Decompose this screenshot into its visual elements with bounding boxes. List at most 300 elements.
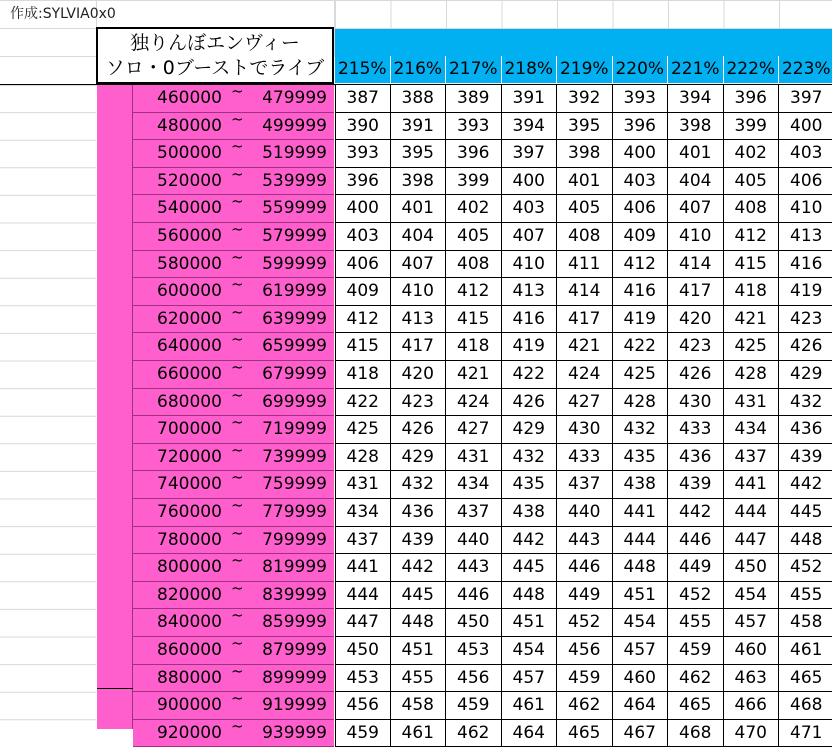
range-lower-bound: 880000: [157, 667, 222, 688]
score-value-cell[interactable]: 459: [335, 720, 391, 747]
score-value-cell[interactable]: 404: [391, 223, 447, 251]
score-value-cell[interactable]: 436: [779, 416, 832, 444]
score-value-cell[interactable]: 449: [557, 582, 613, 610]
score-value-cell[interactable]: 391: [391, 113, 447, 141]
song-title: 独りんぼエンヴィー: [130, 32, 300, 54]
score-value-cell[interactable]: 446: [446, 582, 502, 610]
score-value-cell[interactable]: 449: [668, 554, 724, 582]
score-value-cell[interactable]: 461: [779, 637, 832, 665]
score-value-cell[interactable]: 437: [724, 444, 780, 472]
score-value-cell[interactable]: 463: [724, 665, 780, 693]
score-value-cell[interactable]: 470: [724, 720, 780, 747]
score-value-cell[interactable]: 441: [613, 499, 669, 527]
score-value-cell[interactable]: 410: [668, 223, 724, 251]
score-value-cell[interactable]: 435: [502, 471, 558, 499]
score-value-cell[interactable]: 413: [502, 278, 558, 306]
score-value-cell[interactable]: 450: [335, 637, 391, 665]
score-value-cell[interactable]: 459: [557, 665, 613, 693]
range-upper-bound: 759999: [262, 474, 327, 495]
score-value-cell[interactable]: 442: [668, 499, 724, 527]
range-tilde: ~: [231, 661, 244, 680]
score-value-cell[interactable]: 430: [557, 416, 613, 444]
score-range-cell[interactable]: [133, 385, 334, 417]
score-value-cell[interactable]: 389: [446, 85, 502, 113]
score-value-cell[interactable]: 403: [335, 223, 391, 251]
score-value-cell[interactable]: 400: [613, 140, 669, 168]
score-value-cell[interactable]: 400: [502, 168, 558, 196]
score-value-cell[interactable]: 396: [613, 113, 669, 141]
score-value-cell[interactable]: 468: [668, 720, 724, 747]
score-value-cell[interactable]: 431: [335, 471, 391, 499]
range-lower-bound: 800000: [157, 557, 222, 578]
range-upper-bound: 679999: [262, 364, 327, 384]
range-tilde: ~: [231, 716, 244, 735]
score-range-cell[interactable]: [133, 220, 334, 251]
score-value-cell[interactable]: 466: [724, 692, 780, 720]
score-value-cell[interactable]: 446: [557, 554, 613, 582]
score-value-cell[interactable]: 436: [668, 444, 724, 472]
score-value-cell[interactable]: 421: [557, 333, 613, 361]
score-value-cell[interactable]: 467: [613, 720, 669, 747]
score-value-cell[interactable]: 431: [724, 389, 780, 417]
score-value-cell[interactable]: 434: [335, 499, 391, 527]
range-upper-bound: 639999: [262, 308, 327, 329]
score-value-cell[interactable]: 448: [779, 527, 832, 555]
score-value-cell[interactable]: 415: [335, 333, 391, 361]
score-value-cell[interactable]: 448: [502, 582, 558, 610]
percent-header-cell[interactable]: 215%: [335, 56, 391, 83]
range-tilde: ~: [231, 551, 244, 570]
score-value-cell[interactable]: 454: [613, 609, 669, 637]
score-value-cell[interactable]: 408: [446, 251, 502, 279]
score-value-cell[interactable]: 413: [391, 306, 447, 334]
range-upper-bound: 739999: [262, 446, 327, 467]
score-value-cell[interactable]: 395: [391, 140, 447, 168]
score-value-cell[interactable]: 419: [779, 278, 832, 306]
score-value-cell[interactable]: 421: [724, 306, 780, 334]
score-value-cell[interactable]: 402: [724, 140, 780, 168]
score-value-cell[interactable]: 407: [502, 223, 558, 251]
score-range-cell[interactable]: [133, 689, 334, 720]
range-tilde: ~: [231, 606, 244, 625]
score-range-cell[interactable]: [133, 247, 334, 279]
song-title-cell[interactable]: [96, 27, 334, 84]
score-value-cell[interactable]: 433: [557, 444, 613, 472]
score-value-cell[interactable]: 412: [613, 251, 669, 279]
score-value-cell[interactable]: 465: [668, 692, 724, 720]
score-value-cell[interactable]: 417: [668, 278, 724, 306]
range-upper-bound: 719999: [262, 419, 327, 440]
score-value-cell[interactable]: 434: [724, 416, 780, 444]
score-value-cell[interactable]: 415: [446, 306, 502, 334]
score-value-cell[interactable]: 406: [613, 195, 669, 223]
score-value-cell[interactable]: 444: [613, 527, 669, 555]
score-value-cell[interactable]: 452: [557, 609, 613, 637]
score-value-cell[interactable]: 465: [779, 665, 832, 693]
score-value-cell[interactable]: 438: [613, 471, 669, 499]
score-value-cell[interactable]: 396: [446, 140, 502, 168]
score-value-cell[interactable]: 462: [446, 720, 502, 747]
range-tilde: ~: [231, 192, 244, 211]
score-value-cell[interactable]: 418: [446, 333, 502, 361]
score-value-cell[interactable]: 445: [391, 582, 447, 610]
score-value-cell[interactable]: 445: [502, 554, 558, 582]
score-value-cell[interactable]: 456: [557, 637, 613, 665]
score-value-cell[interactable]: 461: [502, 692, 558, 720]
score-value-cell[interactable]: 428: [335, 444, 391, 472]
score-range-group-strip: [97, 85, 133, 729]
score-value-cell[interactable]: 393: [613, 85, 669, 113]
score-value-cell[interactable]: 412: [446, 278, 502, 306]
score-value-cell[interactable]: 387: [335, 85, 391, 113]
score-value-cell[interactable]: 424: [557, 361, 613, 389]
range-upper-bound: 519999: [262, 143, 327, 164]
score-value-cell[interactable]: 450: [446, 609, 502, 637]
range-upper-bound: 939999: [262, 722, 327, 743]
score-value-cell[interactable]: 433: [668, 416, 724, 444]
score-value-cell[interactable]: 391: [502, 85, 558, 113]
score-value-cell[interactable]: 408: [724, 195, 780, 223]
score-value-cell[interactable]: 419: [502, 333, 558, 361]
range-lower-bound: 920000: [157, 722, 222, 743]
score-value-cell[interactable]: 428: [724, 361, 780, 389]
score-range-cell[interactable]: [133, 137, 334, 168]
score-value-cell[interactable]: 409: [335, 278, 391, 306]
percent-header-cell[interactable]: 221%: [668, 56, 724, 83]
range-lower-bound: 840000: [157, 612, 222, 633]
range-lower-bound: 740000: [157, 474, 222, 495]
score-value-cell[interactable]: 426: [502, 389, 558, 417]
score-range-cell[interactable]: [133, 661, 334, 693]
score-value-cell[interactable]: 427: [446, 416, 502, 444]
score-value-cell[interactable]: 455: [668, 609, 724, 637]
score-range-cell[interactable]: [133, 440, 334, 472]
score-value-cell[interactable]: 442: [779, 471, 832, 499]
score-value-cell[interactable]: 447: [724, 527, 780, 555]
score-value-cell[interactable]: 401: [668, 140, 724, 168]
score-value-cell[interactable]: 413: [779, 223, 832, 251]
score-value-cell[interactable]: 459: [446, 692, 502, 720]
score-value-cell[interactable]: 406: [335, 251, 391, 279]
score-value-cell[interactable]: 443: [446, 554, 502, 582]
score-range-cell[interactable]: [133, 578, 334, 610]
score-value-cell[interactable]: 461: [391, 720, 447, 747]
range-tilde: ~: [231, 523, 244, 542]
range-tilde: ~: [231, 164, 244, 183]
score-value-cell[interactable]: 420: [668, 306, 724, 334]
score-value-cell[interactable]: 432: [391, 471, 447, 499]
percent-header-cell[interactable]: 220%: [613, 56, 669, 83]
score-value-cell[interactable]: 399: [446, 168, 502, 196]
score-range-cell[interactable]: [133, 275, 334, 306]
score-value-cell[interactable]: 423: [391, 389, 447, 417]
percent-header-cell[interactable]: 222%: [724, 56, 780, 83]
score-value-cell[interactable]: 416: [502, 306, 558, 334]
percent-header-cell[interactable]: 217%: [446, 56, 502, 83]
score-range-cell[interactable]: [133, 606, 334, 637]
score-value-cell[interactable]: 403: [502, 195, 558, 223]
score-value-cell[interactable]: 439: [391, 527, 447, 555]
score-value-cell[interactable]: 431: [446, 444, 502, 472]
score-range-cell[interactable]: [133, 523, 334, 555]
score-value-cell[interactable]: 416: [613, 278, 669, 306]
score-value-cell[interactable]: 398: [391, 168, 447, 196]
score-value-cell[interactable]: 400: [779, 113, 832, 141]
range-upper-bound: 879999: [262, 640, 327, 660]
score-value-cell[interactable]: 401: [557, 168, 613, 196]
score-value-cell[interactable]: 432: [779, 389, 832, 417]
score-value-cell[interactable]: 415: [724, 251, 780, 279]
score-value-cell[interactable]: 423: [779, 306, 832, 334]
score-range-cell[interactable]: [133, 634, 334, 665]
score-value-cell[interactable]: 405: [446, 223, 502, 251]
author-credit: 作成:SYLVIA0x0: [10, 6, 116, 22]
score-value-cell[interactable]: 457: [502, 665, 558, 693]
score-value-cell[interactable]: 426: [779, 333, 832, 361]
score-value-cell[interactable]: 407: [391, 251, 447, 279]
score-range-cell[interactable]: [133, 82, 334, 113]
score-value-cell[interactable]: 458: [779, 609, 832, 637]
score-value-cell[interactable]: 437: [557, 471, 613, 499]
score-value-cell[interactable]: 455: [779, 582, 832, 610]
score-value-cell[interactable]: 441: [335, 554, 391, 582]
score-value-cell[interactable]: 420: [391, 361, 447, 389]
score-value-cell[interactable]: 464: [502, 720, 558, 747]
range-tilde: ~: [231, 275, 244, 294]
range-tilde: ~: [231, 634, 244, 652]
score-value-cell[interactable]: 423: [668, 333, 724, 361]
score-value-cell[interactable]: 426: [391, 416, 447, 444]
score-value-cell[interactable]: 464: [613, 692, 669, 720]
score-value-cell[interactable]: 426: [668, 361, 724, 389]
score-range-cell[interactable]: [133, 551, 334, 582]
score-value-cell[interactable]: 402: [446, 195, 502, 223]
score-value-cell[interactable]: 429: [779, 361, 832, 389]
score-value-cell[interactable]: 417: [391, 333, 447, 361]
score-value-cell[interactable]: 452: [668, 582, 724, 610]
score-value-cell[interactable]: 442: [502, 527, 558, 555]
score-value-cell[interactable]: 417: [557, 306, 613, 334]
score-value-cell[interactable]: 425: [724, 333, 780, 361]
score-value-cell[interactable]: 409: [613, 223, 669, 251]
score-value-cell[interactable]: 437: [335, 527, 391, 555]
score-value-cell[interactable]: 429: [502, 416, 558, 444]
score-value-cell[interactable]: 398: [557, 140, 613, 168]
range-lower-bound: 600000: [157, 281, 222, 302]
score-value-cell[interactable]: 462: [557, 692, 613, 720]
score-value-cell[interactable]: 444: [724, 499, 780, 527]
score-value-cell[interactable]: 457: [724, 609, 780, 637]
score-value-cell[interactable]: 422: [613, 333, 669, 361]
range-tilde: ~: [231, 385, 244, 404]
score-value-cell[interactable]: 451: [502, 609, 558, 637]
score-range-cell[interactable]: [133, 358, 334, 389]
score-value-cell[interactable]: 443: [557, 527, 613, 555]
range-upper-bound: 659999: [262, 336, 327, 357]
score-value-cell[interactable]: 427: [557, 389, 613, 417]
score-value-cell[interactable]: 393: [335, 140, 391, 168]
range-tilde: ~: [231, 109, 244, 128]
score-value-cell[interactable]: 397: [502, 140, 558, 168]
score-value-cell[interactable]: 462: [668, 665, 724, 693]
score-value-cell[interactable]: 428: [613, 389, 669, 417]
score-value-cell[interactable]: 412: [724, 223, 780, 251]
score-value-cell[interactable]: 454: [724, 582, 780, 610]
range-lower-bound: 460000: [157, 88, 222, 108]
score-value-cell[interactable]: 395: [557, 113, 613, 141]
range-upper-bound: 539999: [262, 170, 327, 191]
range-lower-bound: 480000: [157, 115, 222, 136]
score-value-cell[interactable]: 440: [557, 499, 613, 527]
group-divider: [97, 688, 133, 689]
score-range-cell[interactable]: [133, 496, 334, 527]
range-lower-bound: 760000: [157, 502, 222, 522]
score-value-cell[interactable]: 471: [779, 720, 832, 747]
score-value-cell[interactable]: 459: [668, 637, 724, 665]
score-value-cell[interactable]: 453: [335, 665, 391, 693]
score-value-cell[interactable]: 422: [335, 389, 391, 417]
range-tilde: ~: [231, 82, 244, 100]
score-value-cell[interactable]: 390: [335, 113, 391, 141]
score-value-cell[interactable]: 424: [446, 389, 502, 417]
score-value-cell[interactable]: 422: [502, 361, 558, 389]
score-value-cell[interactable]: 408: [557, 223, 613, 251]
score-value-cell[interactable]: 455: [391, 665, 447, 693]
score-value-cell[interactable]: 404: [668, 168, 724, 196]
score-value-cell[interactable]: 418: [724, 278, 780, 306]
score-value-cell[interactable]: 425: [613, 361, 669, 389]
score-value-cell[interactable]: 436: [391, 499, 447, 527]
score-value-cell[interactable]: 403: [779, 140, 832, 168]
score-value-cell[interactable]: 448: [391, 609, 447, 637]
range-upper-bound: 499999: [262, 115, 327, 136]
score-value-cell[interactable]: 450: [724, 554, 780, 582]
score-value-cell[interactable]: 434: [446, 471, 502, 499]
percent-header-cell[interactable]: 218%: [502, 56, 558, 83]
score-range-cell[interactable]: [133, 109, 334, 141]
score-value-cell[interactable]: 412: [335, 306, 391, 334]
score-value-cell[interactable]: 414: [557, 278, 613, 306]
score-value-cell[interactable]: 388: [391, 85, 447, 113]
score-value-cell[interactable]: 393: [446, 113, 502, 141]
range-tilde: ~: [231, 468, 244, 487]
score-value-cell[interactable]: 399: [724, 113, 780, 141]
score-value-cell[interactable]: 406: [779, 168, 832, 196]
score-value-cell[interactable]: 419: [613, 306, 669, 334]
score-value-cell[interactable]: 446: [668, 527, 724, 555]
score-value-cell[interactable]: 416: [779, 251, 832, 279]
score-value-cell[interactable]: 411: [557, 251, 613, 279]
score-value-cell[interactable]: 403: [613, 168, 669, 196]
score-value-cell[interactable]: 444: [335, 582, 391, 610]
score-range-cell[interactable]: [133, 413, 334, 444]
score-value-cell[interactable]: 396: [335, 168, 391, 196]
score-range-cell[interactable]: [133, 192, 334, 223]
score-value-cell[interactable]: 410: [391, 278, 447, 306]
score-value-cell[interactable]: 451: [391, 637, 447, 665]
score-value-cell[interactable]: 410: [502, 251, 558, 279]
score-value-cell[interactable]: 465: [557, 720, 613, 747]
score-range-cell[interactable]: [133, 164, 334, 196]
score-value-cell[interactable]: 438: [502, 499, 558, 527]
score-value-cell[interactable]: 454: [502, 637, 558, 665]
score-value-cell[interactable]: 452: [779, 554, 832, 582]
score-value-cell[interactable]: 432: [502, 444, 558, 472]
range-upper-bound: 799999: [262, 529, 327, 550]
score-range-cell[interactable]: [133, 330, 334, 361]
range-upper-bound: 919999: [262, 695, 327, 716]
score-value-cell[interactable]: 441: [724, 471, 780, 499]
range-upper-bound: 699999: [262, 391, 327, 412]
score-value-cell[interactable]: 440: [446, 527, 502, 555]
score-value-cell[interactable]: 456: [446, 665, 502, 693]
score-value-cell[interactable]: 439: [668, 471, 724, 499]
score-value-cell[interactable]: 457: [613, 637, 669, 665]
percent-header-cell[interactable]: 216%: [391, 56, 447, 83]
percent-header-cell[interactable]: 219%: [557, 56, 613, 83]
score-range-cell[interactable]: [133, 302, 334, 334]
range-tilde: ~: [231, 302, 244, 321]
score-value-cell[interactable]: 421: [446, 361, 502, 389]
score-value-cell[interactable]: 425: [335, 416, 391, 444]
range-upper-bound: 819999: [262, 557, 327, 578]
range-upper-bound: 859999: [262, 612, 327, 633]
range-lower-bound: 780000: [157, 529, 222, 550]
score-value-cell[interactable]: 451: [613, 582, 669, 610]
score-value-cell[interactable]: 394: [668, 85, 724, 113]
score-range-cell[interactable]: [133, 468, 334, 499]
score-value-cell[interactable]: 458: [391, 692, 447, 720]
score-value-cell[interactable]: 437: [446, 499, 502, 527]
score-value-cell[interactable]: 397: [779, 85, 832, 113]
score-value-cell[interactable]: 414: [668, 251, 724, 279]
score-value-cell[interactable]: 432: [613, 416, 669, 444]
score-value-cell[interactable]: 407: [668, 195, 724, 223]
score-value-cell[interactable]: 447: [335, 609, 391, 637]
score-value-cell[interactable]: 460: [613, 665, 669, 693]
score-value-cell[interactable]: 400: [335, 195, 391, 223]
score-value-cell[interactable]: 405: [724, 168, 780, 196]
score-value-cell[interactable]: 445: [779, 499, 832, 527]
score-value-cell[interactable]: 405: [557, 195, 613, 223]
score-value-cell[interactable]: 448: [613, 554, 669, 582]
range-lower-bound: 820000: [157, 584, 222, 605]
score-range-cell[interactable]: [133, 716, 334, 747]
score-value-cell[interactable]: 442: [391, 554, 447, 582]
score-value-cell[interactable]: 401: [391, 195, 447, 223]
score-value-cell[interactable]: 453: [446, 637, 502, 665]
score-value-cell[interactable]: 460: [724, 637, 780, 665]
score-value-cell[interactable]: 468: [779, 692, 832, 720]
score-value-cell[interactable]: 439: [779, 444, 832, 472]
score-value-cell[interactable]: 456: [335, 692, 391, 720]
range-lower-bound: 580000: [157, 253, 222, 274]
percent-header-cell[interactable]: 223%: [779, 56, 832, 83]
score-value-cell[interactable]: 418: [335, 361, 391, 389]
score-value-cell[interactable]: 394: [502, 113, 558, 141]
score-value-cell[interactable]: 392: [557, 85, 613, 113]
score-value-cell[interactable]: 396: [724, 85, 780, 113]
range-tilde: ~: [231, 578, 244, 597]
score-value-cell[interactable]: 398: [668, 113, 724, 141]
range-lower-bound: 680000: [157, 391, 222, 412]
song-subtitle: ソロ・0ブーストでライブ: [105, 57, 325, 79]
range-tilde: ~: [231, 358, 244, 376]
score-value-cell[interactable]: 429: [391, 444, 447, 472]
score-value-cell[interactable]: 410: [779, 195, 832, 223]
score-value-cell[interactable]: 435: [613, 444, 669, 472]
score-value-cell[interactable]: 430: [668, 389, 724, 417]
